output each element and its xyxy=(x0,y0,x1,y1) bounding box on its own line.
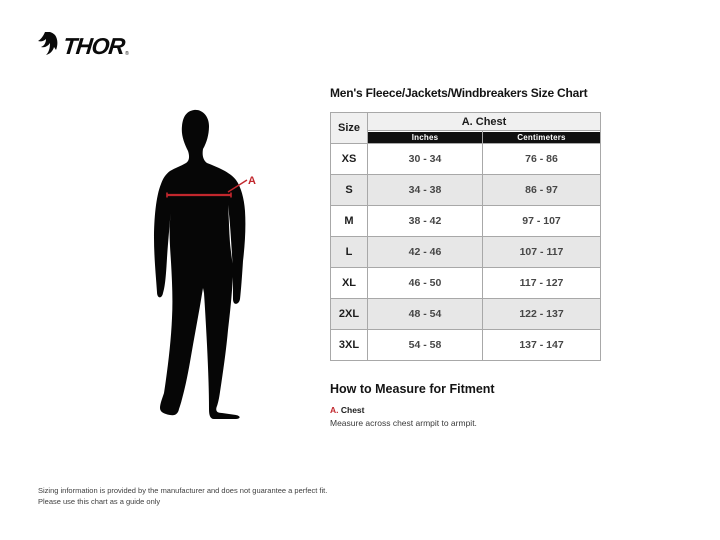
centimeters-cell: 86 - 97 xyxy=(483,175,601,206)
inches-cell: 30 - 34 xyxy=(368,144,483,175)
chest-group-header: A. Chest xyxy=(368,113,601,131)
size-chart-table xyxy=(330,112,601,361)
male-silhouette-body xyxy=(154,110,245,419)
thor-goat-icon xyxy=(38,32,60,60)
centimeters-cell: 76 - 86 xyxy=(483,144,601,175)
inches-cell: 48 - 54 xyxy=(368,299,483,330)
table-row xyxy=(331,237,601,268)
inches-cell: 46 - 50 xyxy=(368,268,483,299)
size-cell: M xyxy=(331,206,368,237)
table-subheader-row xyxy=(331,131,601,144)
measure-item-key: A. xyxy=(330,405,339,415)
disclaimer-line-2: Please use this chart as a guide only xyxy=(38,496,161,506)
registered-trademark-mark: ® xyxy=(125,51,129,57)
chest-annotation-label: A xyxy=(248,175,256,187)
centimeters-cell: 117 - 127 xyxy=(483,268,601,299)
sizing-disclaimer xyxy=(38,486,327,508)
centimeters-cell: 97 - 107 xyxy=(483,206,601,237)
size-cell: XS xyxy=(331,144,368,175)
table-row xyxy=(331,268,601,299)
size-cell: S xyxy=(331,175,368,206)
centimeters-subheader: Centimeters xyxy=(483,132,600,143)
size-cell: XL xyxy=(331,268,368,299)
inches-subheader-cell xyxy=(368,131,483,144)
measure-item-name: Chest xyxy=(340,405,365,415)
size-chart-panel xyxy=(330,86,608,428)
centimeters-cell: 107 - 117 xyxy=(483,237,601,268)
size-chart-title: Men's Fleece/Jackets/Windbreakers Size Chart xyxy=(330,86,588,100)
table-row xyxy=(331,175,601,206)
measure-item-description: Measure across chest armpit to armpit. xyxy=(330,418,477,428)
inches-subheader: Inches xyxy=(368,132,482,143)
size-column-header: Size xyxy=(331,113,368,144)
size-cell: 2XL xyxy=(331,299,368,330)
inches-cell: 54 - 58 xyxy=(368,330,483,361)
chest-measurement-annotation xyxy=(167,180,247,198)
disclaimer-line-1: Sizing information is provided by the manufacturer and does not guarantee a perfect fit. xyxy=(38,486,328,495)
measure-item-label xyxy=(330,405,608,415)
measure-item-chest xyxy=(330,405,608,428)
inches-cell: 42 - 46 xyxy=(368,237,483,268)
thor-logo-text: THOR xyxy=(61,32,126,59)
centimeters-cell: 137 - 147 xyxy=(483,330,601,361)
table-row xyxy=(331,299,601,330)
how-to-measure-heading: How to Measure for Fitment xyxy=(330,382,495,396)
centimeters-cell: 122 - 137 xyxy=(483,299,601,330)
table-row xyxy=(331,206,601,237)
table-header-row xyxy=(331,113,601,131)
centimeters-subheader-cell xyxy=(483,131,601,144)
inches-cell: 38 - 42 xyxy=(368,206,483,237)
thor-logo xyxy=(38,32,129,60)
size-cell: 3XL xyxy=(331,330,368,361)
inches-cell: 34 - 38 xyxy=(368,175,483,206)
table-row xyxy=(331,330,601,361)
table-row xyxy=(331,144,601,175)
chest-pointer-line xyxy=(228,180,247,192)
size-cell: L xyxy=(331,237,368,268)
